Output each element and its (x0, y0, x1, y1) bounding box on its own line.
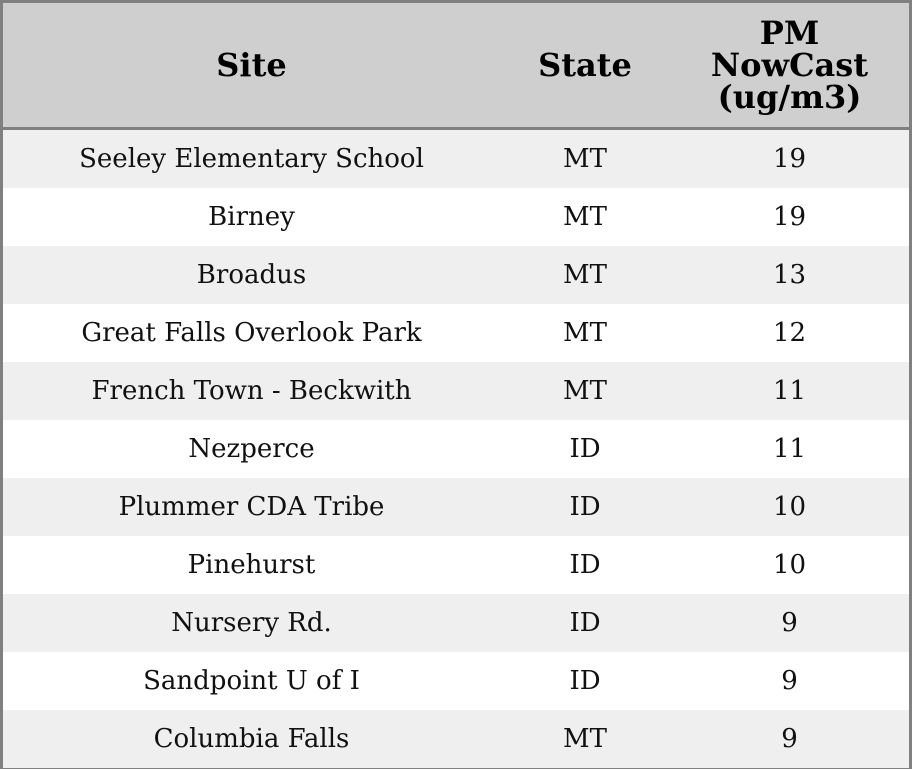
state-cell: MT (500, 129, 670, 189)
column-header-state: State (500, 3, 670, 129)
site-cell: Broadus (3, 246, 500, 304)
table-row (3, 304, 909, 362)
site-cell: Sandpoint U of I (3, 652, 500, 710)
column-header-site: Site (3, 3, 500, 129)
table-row (3, 536, 909, 594)
site-cell: Columbia Falls (3, 710, 500, 768)
pm-value-cell: 10 (670, 536, 909, 594)
table-row (3, 710, 909, 768)
table-row (3, 478, 909, 536)
site-cell: Nezperce (3, 420, 500, 478)
state-cell: MT (500, 710, 670, 768)
state-cell: ID (500, 652, 670, 710)
pm-value-cell: 11 (670, 362, 909, 420)
state-cell: MT (500, 362, 670, 420)
state-cell: MT (500, 188, 670, 246)
pm-value-cell: 9 (670, 652, 909, 710)
table-body (3, 129, 909, 769)
site-cell: Birney (3, 188, 500, 246)
site-cell: Nursery Rd. (3, 594, 500, 652)
pm-value-cell: 10 (670, 478, 909, 536)
state-cell: ID (500, 420, 670, 478)
site-cell: Plummer CDA Tribe (3, 478, 500, 536)
pm-value-cell: 13 (670, 246, 909, 304)
state-cell: ID (500, 536, 670, 594)
table-row (3, 188, 909, 246)
table-row (3, 246, 909, 304)
pm-nowcast-table (3, 3, 909, 768)
pm-value-cell: 19 (670, 188, 909, 246)
state-cell: ID (500, 594, 670, 652)
column-header-pm-nowcast: PM NowCast (ug/m3) (670, 3, 909, 129)
pm-value-cell: 9 (670, 710, 909, 768)
header-row (3, 3, 909, 129)
table-row (3, 594, 909, 652)
pm-value-cell: 19 (670, 129, 909, 189)
state-cell: MT (500, 304, 670, 362)
pm-value-cell: 9 (670, 594, 909, 652)
pm-value-cell: 11 (670, 420, 909, 478)
table-row (3, 652, 909, 710)
table-row (3, 362, 909, 420)
state-cell: ID (500, 478, 670, 536)
table-row (3, 420, 909, 478)
table-row (3, 129, 909, 189)
site-cell: Pinehurst (3, 536, 500, 594)
state-cell: MT (500, 246, 670, 304)
table-header (3, 3, 909, 129)
site-cell: Great Falls Overlook Park (3, 304, 500, 362)
site-cell: Seeley Elementary School (3, 129, 500, 189)
pm-value-cell: 12 (670, 304, 909, 362)
site-cell: French Town - Beckwith (3, 362, 500, 420)
